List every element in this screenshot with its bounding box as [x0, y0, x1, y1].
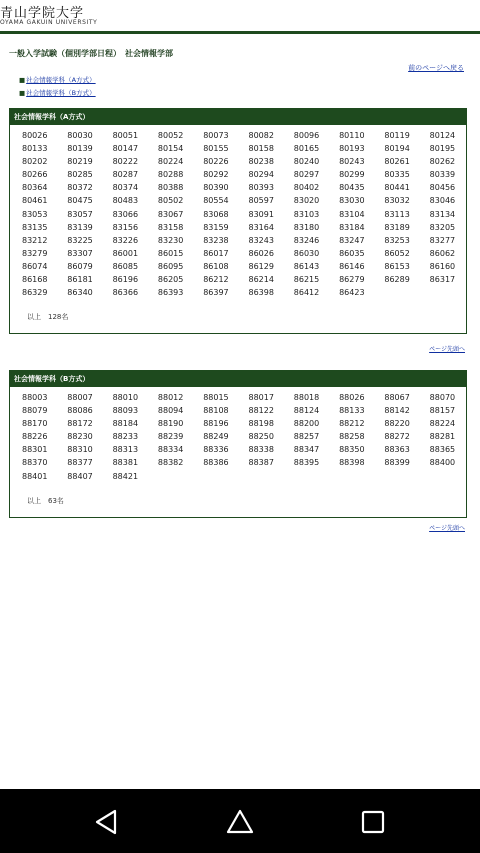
exam-number: 80435	[339, 183, 365, 193]
exam-number: 80051	[112, 131, 139, 140]
exam-number: 88377	[67, 458, 93, 468]
exam-number: 86079	[67, 261, 93, 271]
exam-number: 88249	[203, 432, 229, 442]
exam-number: 86423	[339, 288, 365, 298]
exam-number: 83246	[293, 235, 320, 245]
exam-number: 80294	[248, 170, 274, 180]
section-a-count: 以上 128名	[27, 313, 69, 322]
exam-number: 88124	[293, 406, 320, 416]
exam-number: 88079	[22, 406, 48, 416]
exam-number: 86035	[339, 248, 365, 258]
exam-number: 80030	[67, 131, 93, 140]
exam-number: 83307	[67, 248, 93, 258]
exam-number: 80165	[293, 144, 320, 154]
exam-number: 83277	[429, 235, 456, 245]
exam-number: 86398	[248, 288, 274, 298]
exam-number: 80124	[429, 131, 456, 140]
exam-number: 80240	[293, 157, 320, 167]
exam-number: 88017	[248, 393, 274, 402]
exam-number: 88015	[203, 393, 229, 402]
exam-number: 88184	[112, 419, 139, 429]
exam-number: 80155	[203, 144, 229, 154]
exam-number: 88212	[339, 419, 365, 429]
exam-number: 80052	[157, 131, 184, 140]
exam-number: 88070	[429, 393, 456, 402]
exam-number: 86085	[112, 261, 139, 271]
exam-number: 86317	[429, 275, 456, 285]
exam-number: 88157	[429, 406, 456, 416]
exam-number: 86279	[339, 275, 365, 285]
exam-number: 88230	[67, 432, 93, 442]
section-a-title: 社会情報学科（A方式）	[10, 109, 466, 125]
exam-number: 83230	[157, 235, 184, 245]
exam-number: 80261	[384, 157, 410, 167]
exam-number: 88239	[157, 432, 184, 442]
section-b	[9, 370, 467, 518]
exam-number: 83091	[248, 209, 274, 219]
nav-link-b[interactable]	[19, 88, 96, 97]
exam-number: 88094	[157, 406, 184, 416]
exam-number: 80502	[157, 196, 184, 206]
exam-number: 88170	[22, 419, 48, 429]
exam-number: 80299	[339, 170, 365, 180]
exam-number: 88363	[384, 445, 410, 455]
exam-number: 80073	[203, 131, 229, 140]
exam-number: 86366	[112, 288, 139, 298]
exam-number: 88224	[429, 419, 456, 429]
exam-number: 88086	[67, 406, 93, 416]
exam-number: 83279	[22, 248, 48, 258]
back-link[interactable]: 前のページへ戻る	[408, 64, 464, 72]
exam-number: 83134	[429, 209, 456, 219]
exam-number: 86129	[248, 261, 274, 271]
exam-number: 83226	[112, 235, 139, 245]
exam-number: 80224	[157, 157, 184, 167]
exam-number: 86340	[67, 288, 93, 298]
nav-link-a[interactable]	[19, 75, 96, 84]
recents-icon[interactable]	[359, 808, 387, 836]
exam-number: 80154	[157, 144, 184, 154]
section-a	[9, 108, 467, 334]
university-logo[interactable]: 青山学院大学	[0, 6, 85, 21]
exam-number: 80285	[67, 170, 93, 180]
exam-number: 88142	[384, 406, 410, 416]
exam-number: 83066	[112, 209, 139, 219]
section-b-number-grid	[10, 387, 466, 483]
exam-number: 80483	[112, 196, 139, 206]
exam-number: 80461	[22, 196, 48, 206]
exam-number: 83046	[429, 196, 456, 206]
exam-number: 88198	[248, 419, 274, 429]
exam-number: 86062	[429, 248, 456, 258]
exam-number: 83032	[384, 196, 410, 206]
exam-number: 86030	[293, 248, 320, 258]
exam-number: 88399	[384, 458, 410, 468]
exam-number: 80195	[429, 144, 456, 154]
exam-number: 83158	[157, 222, 184, 232]
exam-number: 83156	[112, 222, 139, 232]
exam-number: 83164	[248, 222, 274, 232]
exam-number: 80287	[112, 170, 139, 180]
exam-number: 86212	[203, 275, 229, 285]
exam-number: 88365	[429, 445, 456, 455]
exam-number: 83238	[203, 235, 229, 245]
exam-number: 88398	[339, 458, 365, 468]
exam-number: 88220	[384, 419, 410, 429]
exam-number: 80026	[22, 131, 48, 140]
exam-number: 88272	[384, 432, 410, 442]
back-icon[interactable]	[93, 808, 121, 836]
exam-number: 80456	[429, 183, 456, 193]
exam-number: 80297	[293, 170, 320, 180]
exam-number: 88007	[67, 393, 93, 402]
exam-number: 88310	[67, 445, 93, 455]
exam-number: 88258	[339, 432, 365, 442]
exam-number: 88281	[429, 432, 456, 442]
exam-number: 86181	[67, 275, 93, 285]
exam-number: 83180	[293, 222, 320, 232]
exam-number: 86205	[157, 275, 184, 285]
exam-number: 86026	[248, 248, 274, 258]
exam-number: 80082	[248, 131, 274, 140]
exam-number: 88381	[112, 458, 139, 468]
exam-number: 88108	[203, 406, 229, 416]
exam-number: 80193	[339, 144, 365, 154]
exam-number: 88421	[112, 471, 139, 481]
exam-number: 80226	[203, 157, 229, 167]
exam-number: 80139	[67, 144, 93, 154]
exam-number: 88382	[157, 458, 184, 468]
exam-number: 83135	[22, 222, 48, 232]
exam-number: 88010	[112, 393, 139, 402]
exam-number: 80554	[203, 196, 229, 206]
exam-number: 80393	[248, 183, 274, 193]
exam-number: 86289	[384, 275, 410, 285]
exam-number: 80202	[22, 157, 48, 167]
exam-number: 88338	[248, 445, 274, 455]
exam-number: 88334	[157, 445, 184, 455]
nav-link-b-label[interactable]: 社会情報学科（B方式）	[26, 89, 96, 97]
to-top-link-b[interactable]: ページ先頭へ	[429, 525, 465, 532]
exam-number: 88301	[22, 445, 48, 455]
exam-number: 80238	[248, 157, 274, 167]
exam-number: 80222	[112, 157, 139, 167]
exam-number: 86412	[293, 288, 320, 298]
android-nav-bar	[0, 789, 480, 853]
exam-number: 80388	[157, 183, 184, 193]
exam-number: 88196	[203, 419, 229, 429]
exam-number: 83057	[67, 209, 93, 219]
exam-number: 83253	[384, 235, 410, 245]
exam-number: 86329	[22, 288, 48, 298]
exam-number: 80262	[429, 157, 456, 167]
exam-number: 83159	[203, 222, 229, 232]
exam-number: 80119	[384, 131, 410, 140]
page-title: 一般入学試験（個別学部日程） 社会情報学部	[9, 49, 173, 58]
exam-number: 83020	[293, 196, 320, 206]
exam-number: 80219	[67, 157, 93, 167]
exam-number: 88003	[22, 393, 48, 402]
exam-number: 83225	[67, 235, 93, 245]
exam-number: 86017	[203, 248, 229, 258]
exam-number: 80194	[384, 144, 410, 154]
exam-number: 80597	[248, 196, 274, 206]
exam-number: 83205	[429, 222, 456, 232]
exam-number: 88012	[157, 393, 184, 402]
exam-number: 80364	[22, 183, 48, 193]
exam-number: 86095	[157, 261, 184, 271]
exam-number: 83247	[339, 235, 365, 245]
exam-number: 86052	[384, 248, 410, 258]
exam-number: 86160	[429, 261, 456, 271]
exam-number: 80110	[339, 131, 365, 140]
exam-number: 80374	[112, 183, 139, 193]
exam-number: 80441	[384, 183, 410, 193]
exam-number: 83030	[339, 196, 365, 206]
exam-number: 83113	[384, 209, 410, 219]
site-header	[0, 0, 480, 34]
exam-number: 86168	[22, 275, 48, 285]
exam-number: 80335	[384, 170, 410, 180]
exam-number: 80292	[203, 170, 229, 180]
university-logo-english: OYAMA GAKUIN UNIVERSITY	[0, 19, 98, 26]
exam-number: 88122	[248, 406, 274, 416]
exam-number: 86108	[203, 261, 229, 271]
exam-number: 88386	[203, 458, 229, 468]
exam-number: 86015	[157, 248, 184, 258]
exam-number: 83103	[293, 209, 320, 219]
exam-number: 88400	[429, 458, 456, 468]
exam-number: 86074	[22, 261, 48, 271]
exam-number: 80288	[157, 170, 184, 180]
exam-number: 80158	[248, 144, 274, 154]
exam-number: 88172	[67, 419, 93, 429]
exam-number: 88350	[339, 445, 365, 455]
exam-number: 88018	[293, 393, 320, 402]
exam-number: 83067	[157, 209, 184, 219]
exam-number: 83212	[22, 235, 48, 245]
exam-number: 88093	[112, 406, 139, 416]
exam-number: 83139	[67, 222, 93, 232]
bullet-icon: ■	[19, 89, 26, 97]
exam-number: 86397	[203, 288, 229, 298]
exam-number: 83243	[248, 235, 274, 245]
exam-number: 88233	[112, 432, 139, 442]
exam-number: 88250	[248, 432, 274, 442]
exam-number: 80372	[67, 183, 93, 193]
home-icon[interactable]	[226, 808, 254, 836]
exam-number: 88347	[293, 445, 320, 455]
exam-number: 80266	[22, 170, 48, 180]
exam-number: 86146	[339, 261, 365, 271]
exam-number: 83104	[339, 209, 365, 219]
exam-number: 88067	[384, 393, 410, 402]
exam-number: 88401	[22, 471, 48, 481]
exam-number: 88387	[248, 458, 274, 468]
exam-number: 88200	[293, 419, 320, 429]
section-b-title: 社会情報学科（B方式）	[10, 371, 466, 387]
section-a-number-grid	[10, 125, 466, 299]
exam-number: 88026	[339, 393, 365, 402]
exam-number: 80147	[112, 144, 139, 154]
to-top-link-a[interactable]: ページ先頭へ	[429, 346, 465, 353]
exam-number: 86196	[112, 275, 139, 285]
exam-number: 80402	[293, 183, 320, 193]
exam-number: 80096	[293, 131, 320, 140]
exam-number: 88407	[67, 471, 93, 481]
exam-number: 83189	[384, 222, 410, 232]
exam-number: 83068	[203, 209, 229, 219]
exam-number: 88313	[112, 445, 139, 455]
exam-number: 80390	[203, 183, 229, 193]
exam-number: 86143	[293, 261, 320, 271]
exam-number: 80133	[22, 144, 48, 154]
exam-number: 86153	[384, 261, 410, 271]
exam-number: 88133	[339, 406, 365, 416]
exam-number: 86001	[112, 248, 139, 258]
nav-link-a-label[interactable]: 社会情報学科（A方式）	[26, 76, 96, 84]
exam-number: 88370	[22, 458, 48, 468]
exam-number: 80243	[339, 157, 365, 167]
exam-number: 83184	[339, 222, 365, 232]
exam-number: 88395	[293, 458, 320, 468]
exam-number: 83053	[22, 209, 48, 219]
exam-number: 88226	[22, 432, 48, 442]
section-b-count: 以上 63名	[27, 496, 64, 505]
exam-number: 88336	[203, 445, 229, 455]
exam-number: 86393	[157, 288, 184, 298]
exam-number: 80475	[67, 196, 93, 206]
exam-number: 86215	[293, 275, 320, 285]
bullet-icon: ■	[19, 76, 26, 84]
exam-number: 80339	[429, 170, 456, 180]
exam-number: 88257	[293, 432, 320, 442]
exam-number: 88190	[157, 419, 184, 429]
exam-number: 86214	[248, 275, 274, 285]
